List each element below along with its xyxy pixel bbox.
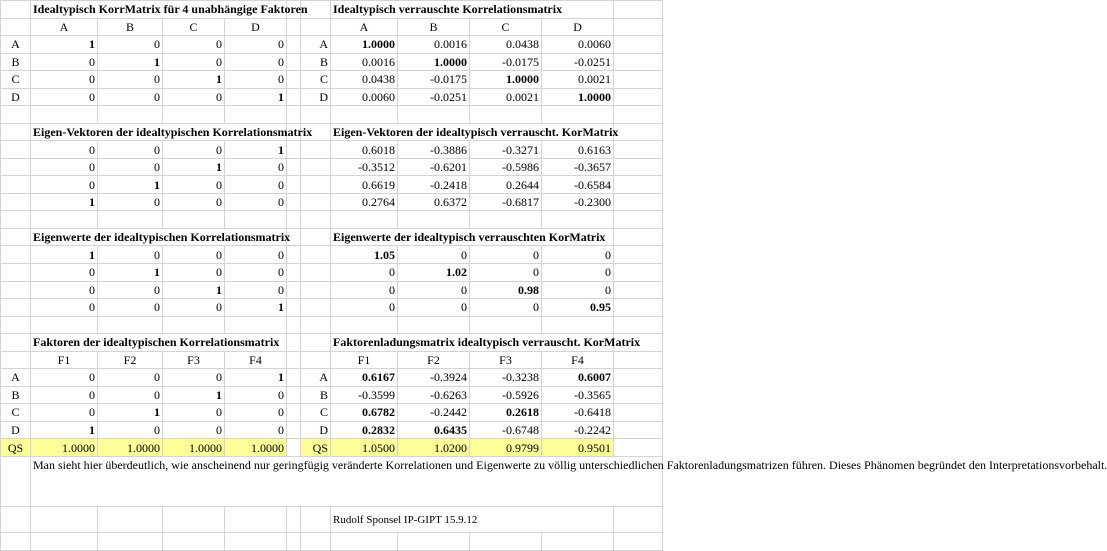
table-cell[interactable]: -0.0175 [470,53,542,71]
table-cell[interactable]: 0 [225,281,287,299]
author-signature: Rudolf Sponsel IP-GIPT 15.9.12 [331,507,614,533]
table-cell[interactable]: 0 [225,176,287,194]
qs-cell[interactable]: 0.9501 [542,439,614,457]
table-cell[interactable]: -0.2418 [398,176,470,194]
table-cell[interactable]: 0 [98,299,163,317]
table-cell[interactable]: 0.0438 [331,71,398,89]
table-cell[interactable]: 0 [98,36,163,54]
table-cell[interactable]: -0.3271 [470,141,542,159]
column-header: F2 [398,351,470,369]
table-cell[interactable]: -0.3512 [331,158,398,176]
section2-left-title: Eigen-Vektoren der idealtypischen Korrelationsmatrix [31,123,287,141]
table-cell[interactable]: -0.3238 [470,369,542,387]
table-cell[interactable]: -0.6418 [542,404,614,422]
table-cell[interactable]: 0 [398,246,470,264]
row-label: A [1,369,31,387]
table-cell[interactable]: -0.3886 [398,141,470,159]
table-cell[interactable]: -0.0251 [542,53,614,71]
table-cell[interactable]: -0.2442 [398,404,470,422]
table-cell[interactable]: 0 [31,158,98,176]
row-label: C [1,404,31,422]
table-cell[interactable]: 0 [163,141,225,159]
qs-cell[interactable]: 1.0500 [331,439,398,457]
table-cell[interactable]: -0.6263 [398,386,470,404]
table-cell[interactable]: 0 [98,158,163,176]
table-cell[interactable]: 0.2764 [331,193,398,211]
table-cell[interactable]: -0.6584 [542,176,614,194]
table-cell[interactable]: 0 [98,246,163,264]
table-cell[interactable]: 0 [225,386,287,404]
table-cell[interactable]: 0 [163,88,225,106]
table-cell[interactable]: 1 [31,193,98,211]
table-cell[interactable]: 0.0016 [331,53,398,71]
table-cell[interactable]: -0.3565 [542,386,614,404]
table-cell[interactable]: 0 [225,158,287,176]
table-cell[interactable]: 1 [98,404,163,422]
table-cell[interactable]: 0.6018 [331,141,398,159]
table-cell[interactable]: 1 [225,369,287,387]
table-cell[interactable]: 1 [98,263,163,281]
table-cell[interactable]: 0 [31,88,98,106]
explanation-note: Man sieht hier überdeutlich, wie anscheinend nur geringfügig veränderte Korrelationen und Eigenwerte zu völlig unterschiedlichen Faktorenladungsmatrizen führen. Dieses Phänomen begründet den Interpretationsvorbehalt. [31,456,663,507]
table-cell[interactable]: 0 [470,299,542,317]
column-header: F1 [31,351,98,369]
table-cell[interactable]: 0 [31,176,98,194]
table-cell[interactable]: 0 [163,404,225,422]
table-cell[interactable]: -0.5986 [470,158,542,176]
table-cell[interactable]: 0 [98,281,163,299]
table-cell[interactable]: 1 [225,141,287,159]
row-label: D [1,421,31,439]
table-cell[interactable]: -0.5926 [470,386,542,404]
table-cell[interactable]: 0.0021 [542,71,614,89]
column-header: F3 [470,351,542,369]
row-label: D [1,88,31,106]
table-cell[interactable]: 0 [331,281,398,299]
table-cell[interactable]: 1 [225,88,287,106]
table-cell[interactable]: 0 [542,246,614,264]
table-cell[interactable]: 0 [98,386,163,404]
table-cell[interactable]: 1 [98,53,163,71]
table-cell[interactable]: 0 [542,281,614,299]
table-cell[interactable]: 1.05 [331,246,398,264]
qs-cell[interactable]: 1.0000 [31,439,98,457]
table-cell[interactable]: 0 [163,176,225,194]
table-cell[interactable]: 0 [163,36,225,54]
table-cell[interactable]: 0.0438 [470,36,542,54]
column-header: D [542,18,614,36]
table-cell[interactable]: 0.0016 [398,36,470,54]
qs-cell[interactable]: 1.0000 [225,439,287,457]
table-cell[interactable]: 0 [31,369,98,387]
table-cell[interactable]: 0 [31,386,98,404]
section1-right-title: Idealtypisch verrauschte Korrelationsmatrix [331,1,614,19]
column-header: F1 [331,351,398,369]
table-cell[interactable]: 0.2618 [470,404,542,422]
table-cell[interactable]: 0.6167 [331,369,398,387]
column-header: F4 [225,351,287,369]
table-cell[interactable]: 1 [98,176,163,194]
section4-right-title: Faktorenladungsmatrix idealtypisch verrauscht. KorMatrix [331,334,614,352]
table-cell[interactable]: 0 [542,263,614,281]
table-cell[interactable]: 0 [225,36,287,54]
table-cell[interactable]: 0 [331,299,398,317]
qs-cell[interactable]: 1.0000 [98,439,163,457]
table-cell[interactable]: 1.0000 [398,53,470,71]
table-cell[interactable]: 0.98 [470,281,542,299]
table-cell[interactable]: 0 [98,193,163,211]
row-label: B [301,386,331,404]
table-cell[interactable]: 0.6619 [331,176,398,194]
column-header: A [331,18,398,36]
column-header: A [31,18,98,36]
table-cell[interactable]: 1 [31,421,98,439]
section1-left-title: Idealtypisch KorrMatrix für 4 unabhängige Faktoren [31,1,287,19]
table-cell[interactable]: 0 [31,71,98,89]
table-cell[interactable]: 1 [31,246,98,264]
table-cell[interactable]: -0.3657 [542,158,614,176]
row-label: D [301,421,331,439]
row-label: B [301,53,331,71]
table-cell[interactable]: 1 [163,158,225,176]
table-cell[interactable]: 0 [31,281,98,299]
qs-row-label: QS [1,439,31,457]
column-header: D [225,18,287,36]
table-cell[interactable]: 1 [163,386,225,404]
table-cell[interactable]: 1 [163,281,225,299]
table-cell[interactable]: -0.3924 [398,369,470,387]
table-cell[interactable]: 0 [31,404,98,422]
table-cell[interactable]: -0.3599 [331,386,398,404]
row-label: B [1,53,31,71]
row-label: C [301,404,331,422]
row-label: C [1,71,31,89]
section2-right-title: Eigen-Vektoren der idealtypisch verrauscht. KorMatrix [331,123,614,141]
table-cell[interactable]: 1.0000 [542,88,614,106]
section4-left-title: Faktoren der idealtypischen Korrelationsmatrix [31,334,287,352]
table-cell[interactable]: 0 [225,263,287,281]
table-cell[interactable]: 0 [398,299,470,317]
qs-cell[interactable]: 1.0200 [398,439,470,457]
table-cell[interactable]: 0.2832 [331,421,398,439]
section3-right-title: Eigenwerte der idealtypisch verrauschten KorMatrix [331,228,614,246]
table-cell[interactable]: 0 [470,246,542,264]
table-cell[interactable]: 0 [225,421,287,439]
qs-cell[interactable]: 0.9799 [470,439,542,457]
table-cell[interactable]: 0 [98,88,163,106]
table-cell[interactable]: 0.6372 [398,193,470,211]
column-header: B [98,18,163,36]
table-cell[interactable]: -0.6748 [470,421,542,439]
table-cell[interactable]: 0 [31,53,98,71]
table-cell[interactable]: 0.6782 [331,404,398,422]
table-cell[interactable]: 0 [163,299,225,317]
table-cell[interactable]: -0.2242 [542,421,614,439]
column-header: C [470,18,542,36]
table-cell[interactable]: 0.2644 [470,176,542,194]
row-label: C [301,71,331,89]
table-cell[interactable]: 0 [163,53,225,71]
column-header: F4 [542,351,614,369]
table-cell[interactable]: -0.6201 [398,158,470,176]
table-cell[interactable]: -0.0175 [398,71,470,89]
table-cell[interactable]: 0 [163,263,225,281]
qs-cell[interactable]: 1.0000 [163,439,225,457]
table-cell[interactable]: 1 [163,71,225,89]
table-cell[interactable]: 0 [331,263,398,281]
column-header: B [398,18,470,36]
column-header: C [163,18,225,36]
table-cell[interactable]: 0 [398,281,470,299]
row-label: D [301,88,331,106]
table-cell[interactable]: 0 [225,193,287,211]
column-header: F3 [163,351,225,369]
table-cell[interactable]: 1.02 [398,263,470,281]
row-label: A [301,36,331,54]
table-cell[interactable]: 0 [225,246,287,264]
table-cell[interactable]: 0.6435 [398,421,470,439]
table-cell[interactable]: 0 [225,53,287,71]
qs-row-label: QS [301,439,331,457]
table-cell[interactable]: 0 [163,246,225,264]
table-cell[interactable]: 1 [225,299,287,317]
table-cell[interactable]: 0 [98,141,163,159]
table-cell[interactable]: 0.6163 [542,141,614,159]
table-cell[interactable]: 0 [163,193,225,211]
table-cell[interactable]: 0 [31,299,98,317]
table-cell[interactable]: 0.6007 [542,369,614,387]
table-cell[interactable]: 0 [98,71,163,89]
table-cell[interactable]: 1 [31,36,98,54]
table-cell[interactable]: 0.0021 [470,88,542,106]
section3-left-title: Eigenwerte der idealtypischen Korrelationsmatrix [31,228,287,246]
table-cell[interactable]: 0 [163,421,225,439]
table-cell[interactable]: 0 [225,404,287,422]
table-cell[interactable]: 0 [225,71,287,89]
table-cell[interactable]: 0 [98,421,163,439]
table-cell[interactable]: 1.0000 [470,71,542,89]
table-cell[interactable]: -0.6817 [470,193,542,211]
table-cell[interactable]: 1.0000 [331,36,398,54]
table-cell[interactable]: -0.2300 [542,193,614,211]
table-cell[interactable]: 0.95 [542,299,614,317]
table-cell[interactable]: 0 [98,369,163,387]
table-cell[interactable]: 0 [31,141,98,159]
table-cell[interactable]: 0.0060 [331,88,398,106]
table-cell[interactable]: 0.0060 [542,36,614,54]
table-cell[interactable]: 0 [470,263,542,281]
table-cell[interactable]: 0 [163,369,225,387]
table-cell[interactable]: 0 [31,263,98,281]
table-cell[interactable]: -0.0251 [398,88,470,106]
row-label: A [301,369,331,387]
row-label: B [1,386,31,404]
row-label: A [1,36,31,54]
column-header: F2 [98,351,163,369]
